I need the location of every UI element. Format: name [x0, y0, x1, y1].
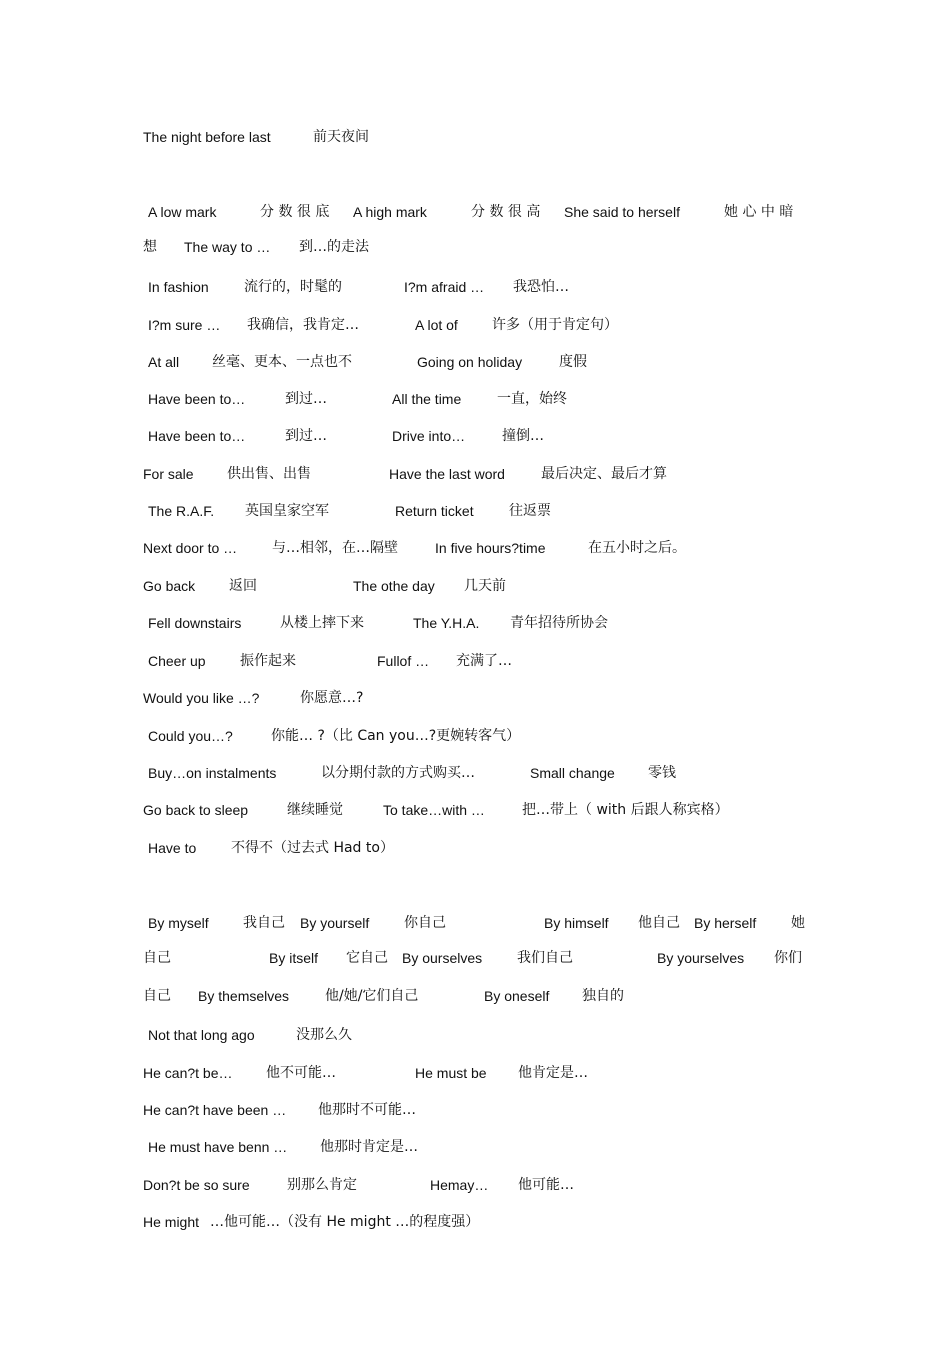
phrase-en: Don?t be so sure [143, 1177, 250, 1193]
phrase-zh: 在五小时之后。 [588, 540, 686, 556]
phrase-en: Have the last word [389, 466, 505, 482]
phrase-zh: 流行的，时髦的 [244, 279, 342, 295]
phrase-en: He can?t have been … [143, 1102, 287, 1118]
phrase-zh: 我确信，我肯定… [247, 317, 359, 333]
phrase-en: She said to herself [564, 204, 680, 220]
phrase-zh: 不得不（过去式 Had to） [231, 840, 394, 856]
phrase-zh: 继续睡觉 [287, 802, 343, 818]
phrase-zh: 分 数 很 底 [260, 204, 330, 220]
phrase-zh: 他那时不可能… [318, 1102, 416, 1118]
phrase-continuation: 自己 [143, 988, 171, 1004]
phrase-en: By ourselves [402, 950, 483, 966]
phrase-zh: 一直，始终 [497, 391, 567, 407]
phrase-zh: 她 [791, 915, 805, 931]
phrase-zh: 我恐怕… [513, 279, 569, 295]
phrase-en: A high mark [353, 204, 427, 220]
phrase-zh: 你愿意…? [300, 690, 364, 706]
phrase-en: Go back to sleep [143, 802, 249, 818]
phrase-en: By himself [544, 915, 609, 931]
phrase-en: Fell downstairs [148, 615, 242, 631]
phrase-zh: 没那么久 [296, 1027, 352, 1043]
phrase-en: All the time [392, 391, 462, 407]
phrase-zh: 前天夜间 [313, 129, 369, 145]
phrase-zh: 别那么肯定 [287, 1177, 357, 1193]
phrase-zh: 撞倒… [502, 428, 544, 444]
phrase-zh: 她 心 中 暗 [724, 204, 794, 220]
phrase-zh: 他可能… [518, 1177, 574, 1193]
phrase-en: Small change [530, 765, 615, 781]
phrase-en: Have to [148, 840, 197, 856]
phrase-en: He must be [415, 1065, 487, 1081]
phrase-zh: 他肯定是… [518, 1065, 588, 1081]
phrase-en: For sale [143, 466, 194, 482]
phrase-en: By themselves [198, 988, 290, 1004]
phrase-en: Next door to … [143, 540, 238, 556]
phrase-en: In fashion [148, 279, 209, 295]
phrase-zh: 振作起来 [240, 653, 296, 669]
phrase-zh: 分 数 很 高 [471, 204, 541, 220]
phrase-zh: 零钱 [648, 765, 676, 781]
phrase-en: He must have benn … [148, 1139, 288, 1155]
phrase-en: By itself [269, 950, 319, 966]
phrase-zh: 几天前 [464, 578, 506, 594]
phrase-zh: 独自的 [582, 988, 624, 1004]
phrase-zh: 他/她/它们自己 [325, 988, 419, 1004]
phrase-zh: 度假 [559, 354, 587, 370]
phrase-en: At all [148, 354, 180, 370]
phrase-zh: 返回 [229, 578, 257, 594]
phrase-zh: 到过… [285, 391, 327, 407]
phrase-en: By yourself [300, 915, 370, 931]
phrase-zh: 英国皇家空军 [245, 503, 329, 519]
phrase-en: By herself [694, 915, 757, 931]
phrase-en: The night before last [143, 129, 271, 145]
phrase-en: A low mark [148, 204, 217, 220]
phrase-zh: 从楼上摔下来 [280, 615, 364, 631]
phrase-en: Buy…on instalments [148, 765, 277, 781]
phrase-en: Fullof … [377, 653, 430, 669]
phrase-en: To take…with … [383, 802, 485, 818]
phrase-en: Not that long ago [148, 1027, 255, 1043]
phrase-en: The R.A.F. [148, 503, 215, 519]
phrase-en: Go back [143, 578, 196, 594]
phrase-en: He might [143, 1214, 200, 1230]
phrase-en: Going on holiday [417, 354, 523, 370]
phrase-en: Hemay… [430, 1177, 489, 1193]
phrase-zh: 我们自己 [517, 950, 573, 966]
phrase-continuation: 想 [143, 239, 157, 255]
phrase-en: The Y.H.A. [413, 615, 480, 631]
phrase-zh: …他可能…（没有 He might …的程度强） [210, 1214, 480, 1230]
phrase-zh: 丝毫、更本、一点也不 [212, 354, 352, 370]
phrase-en: I?m sure … [148, 317, 221, 333]
phrase-zh: 到过… [285, 428, 327, 444]
phrase-en: Have been to… [148, 391, 246, 407]
phrase-en: Cheer up [148, 653, 206, 669]
phrase-zh: 最后决定、最后才算 [541, 466, 667, 482]
phrase-zh: 你自己 [404, 915, 446, 931]
phrase-zh: 往返票 [509, 503, 551, 519]
phrase-en: Could you…? [148, 728, 233, 744]
phrase-zh: 他那时肯定是… [320, 1139, 418, 1155]
phrase-zh: 充满了… [456, 653, 512, 669]
phrase-zh: 与…相邻，在…隔壁 [272, 540, 398, 556]
phrase-zh: 它自己 [346, 950, 388, 966]
phrase-zh: 到…的走法 [299, 239, 369, 255]
phrase-zh: 我自己 [243, 915, 285, 931]
phrase-en: In five hours?time [435, 540, 546, 556]
phrase-zh: 青年招待所协会 [510, 615, 608, 631]
phrase-en: I?m afraid … [404, 279, 485, 295]
phrase-en: He can?t be… [143, 1065, 233, 1081]
phrase-continuation: 自己 [143, 950, 171, 966]
phrase-en: Have been to… [148, 428, 246, 444]
phrase-zh: 以分期付款的方式购买… [321, 765, 475, 781]
phrase-zh: 他不可能… [266, 1065, 336, 1081]
phrase-zh: 你们 [774, 950, 802, 966]
phrase-zh: 把…带上（ with 后跟人称宾格） [522, 802, 729, 818]
phrase-zh: 供出售、出售 [227, 466, 311, 482]
phrase-en: By myself [148, 915, 209, 931]
phrase-zh: 他自己 [638, 915, 680, 931]
phrase-en: The way to … [184, 239, 271, 255]
phrase-zh: 许多（用于肯定句） [492, 317, 618, 333]
phrase-en: The othe day [353, 578, 435, 594]
phrase-en: By yourselves [657, 950, 745, 966]
phrase-en: Would you like …? [143, 690, 260, 706]
phrase-en: A lot of [415, 317, 458, 333]
phrase-en: Drive into… [392, 428, 466, 444]
phrase-en: By oneself [484, 988, 550, 1004]
phrase-en: Return ticket [395, 503, 474, 519]
phrase-zh: 你能… ?（比 Can you…?更婉转客气） [271, 728, 521, 744]
